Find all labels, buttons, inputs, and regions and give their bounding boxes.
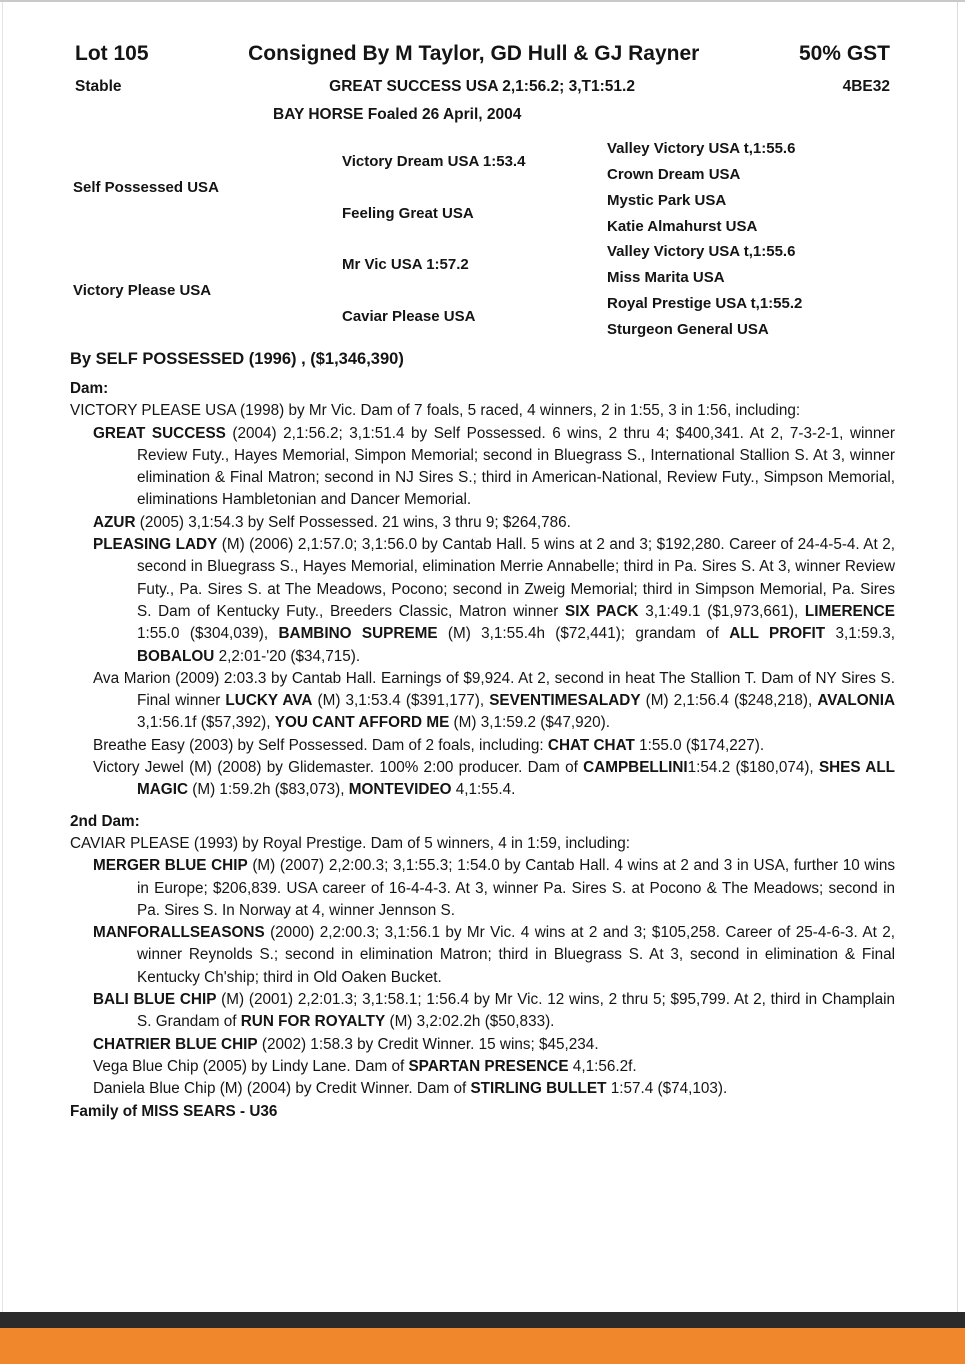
pedigree-paragraph xyxy=(70,1056,895,1078)
pedigree-entry: Caviar Please USA xyxy=(342,307,476,325)
pedigree-paragraph xyxy=(70,1034,895,1056)
paragraph-text: 3,1:49.1 ($1,973,661), xyxy=(638,602,805,620)
paragraph-text: (M) 3,1:59.2 ($47,920). xyxy=(449,714,610,732)
family-line: Family of MISS SEARS - U36 xyxy=(70,1102,278,1120)
page-edge-left xyxy=(2,2,3,1312)
paragraph-text: (M) (2001) 2,2:01.3; 3,1:58.1; 1:56.4 by Mr Vic. 12 wins, 2 thru 5; $95,799. At 2, third in Champlain S. Grandam of xyxy=(137,991,895,1031)
lot-number: Lot 105 xyxy=(75,42,149,65)
paragraph-text: 4,1:56.2f. xyxy=(568,1057,637,1075)
paragraph-text: Daniela Blue Chip (M) (2004) by Credit Winner. Dam of xyxy=(93,1080,471,1098)
pedigree-entry: Sturgeon General USA xyxy=(607,320,769,338)
horse-name-bold: AZUR xyxy=(93,513,136,531)
horse-name-bold: CAMPBELLINI xyxy=(583,759,688,777)
header-row-1 xyxy=(0,42,965,66)
pedigree-entry: Victory Dream USA 1:53.4 xyxy=(342,153,526,171)
pedigree-entry: Katie Almahurst USA xyxy=(607,217,758,235)
pedigree-paragraph xyxy=(70,855,895,922)
pedigree-paragraph xyxy=(70,989,895,1034)
paragraph-text: 1:57.4 ($74,103). xyxy=(606,1080,728,1098)
horse-name-bold: MERGER BLUE CHIP xyxy=(93,857,248,875)
paragraph-text: (2005) 3,1:54.3 by Self Possessed. 21 wins, 3 thru 9; $264,786. xyxy=(135,513,571,531)
paragraph-text: (M) 3,1:53.4 ($391,177), xyxy=(312,692,490,710)
paragraph-text: (M) (2007) 2,2:00.3; 3,1:55.3; 1:54.0 by Cantab Hall. 4 wins at 2 and 3 in USA, further 10 wins in Europe; $206,839. USA career of 16-4-4-3. At 3, winner Pa. Sires S. at Pocono & The Meadows; second in Pa. Sires S. In Norway at 4, winner Jennson S. xyxy=(137,857,895,919)
pedigree-text-body xyxy=(0,378,965,1101)
horse-name-bold: BOBALOU xyxy=(137,647,215,665)
pedigree-paragraph xyxy=(70,735,895,757)
pedigree-paragraph xyxy=(70,423,895,512)
paragraph-text: (2000) 2,2:00.3; 3,1:56.1 by Mr Vic. 4 wins at 2 and 3; $105,258. Career of 25-4-6-3. At 2, winner Reynolds S.; second in elimination Matron; third in Bluegrass S. At 3, second in elimination & Final Kentucky Ch'ship; third in Old Oaken Bucket. xyxy=(137,924,895,986)
paragraph-text: 2,2:01-'20 ($34,715). xyxy=(214,647,361,665)
horse-name-bold: GREAT SUCCESS xyxy=(93,424,226,442)
paragraph-text: Breathe Easy (2003) by Self Possessed. Dam of 2 foals, including: xyxy=(93,736,548,754)
horse-name-bold: CHAT CHAT xyxy=(547,736,635,754)
horse-name-bold: BAMBINO SUPREME xyxy=(278,625,438,643)
gst-note: 50% GST xyxy=(798,42,890,65)
pedigree-paragraph xyxy=(70,922,895,989)
pedigree-entry: Victory Please USA xyxy=(73,282,212,299)
paragraph-text: (M) 1:59.2h ($83,073), xyxy=(188,781,349,799)
paragraph-text: (M) (2006) 2,1:57.0; 3,1:56.0 by Cantab Hall. 5 wins at 2 and 3; $192,280. Career of 24-4-5-4. At 2, second in Bluegrass S., Hayes Memorial, elimination Merrie Annabelle; third in Pa. Sires S. At 3, winner Review Futy., Pa. Sires S. at The Meadows, Pocono; second in Zweig Memorial; third in Simpson Memorial, Pa. Sires S. Dam of Kentucky Futy., Breeders Classic, Matron winner xyxy=(137,536,895,620)
horse-name-bold: STIRLING BULLET xyxy=(470,1080,607,1098)
paragraph-text: (M) 3,1:55.4h ($72,441); grandam of xyxy=(437,625,730,643)
pedigree-gen2-column xyxy=(342,136,607,342)
section-heading: 2nd Dam: xyxy=(70,812,140,830)
pedigree-paragraph xyxy=(70,1078,895,1100)
stable-label: Stable xyxy=(75,78,122,95)
paragraph-text: (2002) 1:58.3 by Credit Winner. 15 wins; $45,234. xyxy=(257,1035,599,1053)
paragraph-text: 1:54.2 ($180,074), xyxy=(687,759,819,777)
horse-name-bold: SPARTAN PRESENCE xyxy=(408,1057,569,1075)
paragraph-text: (M) 3,2:02.2h ($50,833). xyxy=(385,1013,555,1031)
section-heading: Dam: xyxy=(70,380,109,397)
paragraph-text: VICTORY PLEASE USA (1998) by Mr Vic. Dam of 7 foals, 5 raced, 4 winners, 2 in 1:55, 3 in 1:56, including: xyxy=(70,402,801,420)
pedigree-paragraph xyxy=(70,757,895,802)
paragraph-text: Vega Blue Chip (2005) by Lindy Lane. Dam of xyxy=(93,1057,409,1075)
pedigree-entry: Self Possessed USA xyxy=(73,179,219,196)
consignor-line: Consigned By M Taylor, GD Hull & GJ Rayner xyxy=(248,42,700,65)
pedigree-gen3-column xyxy=(607,136,895,342)
horse-name-bold: AVALONIA xyxy=(817,692,895,710)
paragraph-text: Ava Marion (2009) 2:03.3 by Cantab Hall. Earnings of $9,924. At 2, second in heat The Stallion T. Dam of NY Sires S. Final winner xyxy=(93,669,895,710)
horse-name-bold: ALL PROFIT xyxy=(729,625,826,643)
paragraph-text: 1:55.0 ($304,039), xyxy=(137,625,279,643)
footer-dark-band xyxy=(0,1312,965,1328)
pedigree-entry: Mr Vic USA 1:57.2 xyxy=(342,256,469,274)
sire-summary-line: By SELF POSSESSED (1996) , ($1,346,390) xyxy=(70,350,404,368)
header-row-2 xyxy=(0,78,965,96)
pedigree-entry: Mystic Park USA xyxy=(607,191,727,209)
pedigree-entry: Valley Victory USA t,1:55.6 xyxy=(607,140,796,158)
horse-name-bold: PLEASING LADY xyxy=(93,536,218,554)
horse-name-bold: SIX PACK xyxy=(565,602,639,620)
page-edge-right xyxy=(957,2,958,1312)
pedigree-entry: Crown Dream USA xyxy=(607,166,741,184)
horse-name-bold: RUN FOR ROYALTY xyxy=(240,1013,386,1031)
header xyxy=(0,2,965,124)
horse-name-bold: YOU CANT AFFORD ME xyxy=(274,714,450,732)
pedigree-entry: Feeling Great USA xyxy=(342,204,474,222)
paragraph-text: 3,1:59.3, xyxy=(825,625,895,643)
paragraph-text: 4,1:55.4. xyxy=(451,781,516,799)
pedigree-paragraph xyxy=(70,668,895,735)
horse-name-bold: BALI BLUE CHIP xyxy=(93,991,217,1009)
pedigree-paragraph xyxy=(70,400,895,422)
paragraph-text: 1:55.0 ($174,227). xyxy=(634,736,765,754)
horse-name-bold: MANFORALLSEASONS xyxy=(93,924,265,942)
foaling-description: BAY HORSE Foaled 26 April, 2004 xyxy=(273,106,522,123)
paragraph-text: 3,1:56.1f ($57,392), xyxy=(137,714,275,732)
pedigree-entry: Royal Prestige USA t,1:55.2 xyxy=(607,294,803,312)
paragraph-text: (2004) 2,1:56.2; 3,1:51.4 by Self Possessed. 6 wins, 2 thru 4; $400,341. At 2, 7-3-2-1, winner Review Futy., Hayes Memorial, Simpon Memorial; second in Bluegrass S., International Stallion S. At 3, winner elimination & Final Matron; second in NJ Sires S.; third in American-National, Review Futy., Simpson Memorial, eliminations Hambletonian and Dancer Memorial. xyxy=(137,424,896,509)
horse-name-bold: SEVENTIMESALADY xyxy=(489,692,641,710)
pedigree-paragraph xyxy=(70,534,895,668)
horse-name-bold: LIMERENCE xyxy=(804,602,895,620)
pedigree-entry: Miss Marita USA xyxy=(607,269,725,287)
horse-name-bold: LUCKY AVA xyxy=(225,692,313,710)
brand-code: 4BE32 xyxy=(842,78,890,95)
pedigree-gen1-column xyxy=(73,136,342,342)
pedigree-table xyxy=(73,136,895,342)
horse-name-bold: MONTEVIDEO xyxy=(348,781,452,799)
paragraph-text: (M) 2,1:56.4 ($248,218), xyxy=(640,692,818,710)
paragraph-text: Victory Jewel (M) (2008) by Glidemaster. 100% 2:00 producer. Dam of xyxy=(93,759,584,777)
horse-name-bold: SHES ALL MAGIC xyxy=(137,759,896,799)
horse-name-bold: CHATRIER BLUE CHIP xyxy=(93,1035,258,1053)
paragraph-text: CAVIAR PLEASE (1993) by Royal Prestige. Dam of 5 winners, 4 in 1:59, including: xyxy=(70,834,631,852)
horse-name-record: GREAT SUCCESS USA 2,1:56.2; 3,T1:51.2 xyxy=(329,78,635,95)
footer-orange-band xyxy=(0,1328,965,1364)
pedigree-entry: Valley Victory USA t,1:55.6 xyxy=(607,243,796,261)
pedigree-paragraph xyxy=(70,833,895,855)
pedigree-paragraph xyxy=(70,512,895,534)
